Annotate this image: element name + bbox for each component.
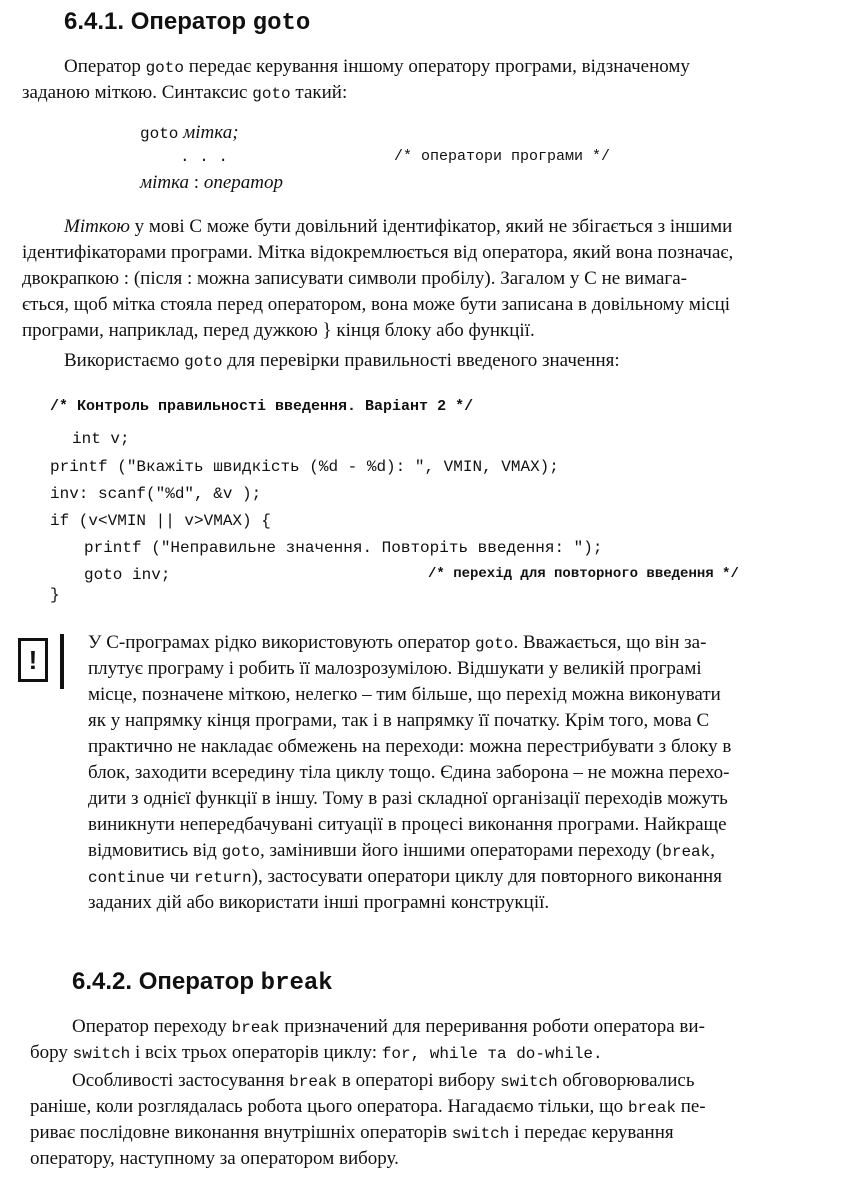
note-line-5: практично не накладає обмежень на переходи: можна перестрибувати з блоку в (88, 736, 732, 757)
syntax-line-2-dots: . . . (180, 148, 229, 166)
note-line-4: як у напрямку кінця програми, так і в напрямку її початку. Крім того, мова С (88, 710, 710, 731)
code-line-printf: printf ("Вкажіть швидкість (%d - %d): ", VMIN, VMAX); (50, 458, 559, 476)
note-marker-bar (60, 634, 64, 689)
code-line-goto-comment: /* перехід для повторного введення */ (428, 566, 739, 582)
paragraph-break-switch-line3: риває послідовне виконання внутрішніх операторів switch і передає керування (30, 1122, 674, 1143)
paragraph-break-switch-line4: оператору, наступному за оператором вибору. (30, 1148, 399, 1169)
paragraph-break-switch-line2: раніше, коли розглядалась робота цього оператора. Нагадаємо тільки, що break пе- (30, 1096, 706, 1117)
paragraph-label-line4: ється, щоб мітка стояла перед оператором, вона може бути записана в довільному місці (22, 294, 731, 315)
code-line-close-brace: } (50, 586, 60, 604)
note-line-11: заданих дій або використати інші програмні конструкції. (88, 892, 550, 913)
paragraph-break-line2: бору switch і всіх трьох операторів циклу: for, while та do-while. (30, 1042, 603, 1063)
code-line-if: if (v<VMIN || v>VMAX) { (50, 512, 271, 530)
exclamation-icon: ! (18, 638, 48, 682)
paragraph-label-line3: двокрапкою : (після : можна записувати символи пробілу). Загалом у С не вимага- (22, 268, 687, 289)
note-line-7: дити з однієї функції в іншу. Тому в разі складної організації переходів можуть (88, 788, 728, 809)
paragraph-usage-example: Використаємо goto для перевірки правильності введеного значення: (64, 350, 620, 371)
note-line-2: плутує програму і робить її малозрозумілою. Відшукати у великій програмі (88, 658, 702, 679)
code-line-printf-error: printf ("Неправильне значення. Повторіть введення: "); (84, 539, 603, 557)
code-line-comment: /* Контроль правильності введення. Варіант 2 */ (50, 398, 474, 415)
note-line-3: місце, позначене міткою, нелегко – тим більше, що перехід можна виконувати (88, 684, 721, 705)
paragraph-label-line1: Міткою у мові С може бути довільний ідентифікатор, який не збігається з іншими (64, 216, 733, 237)
note-line-6: блок, заходити всередину тіла циклу тощо. Єдина заборона – не можна перехо- (88, 762, 730, 783)
paragraph-goto-intro-line2: заданою міткою. Синтаксис goto такий: (22, 82, 348, 103)
paragraph-goto-intro-line1: Оператор goto передає керування іншому оператору програми, відзначеному (64, 56, 690, 77)
note-line-10: continue чи return), застосувати оператори циклу для повторного виконання (88, 866, 722, 887)
paragraph-break-switch-line1: Особливості застосування break в операторі вибору switch обговорювались (72, 1070, 695, 1091)
note-line-8: виникнути непередбачувані ситуації в процесі виконання програми. Найкраще (88, 814, 727, 835)
paragraph-label-line5: програми, наприклад, перед дужкою } кінця блоку або функції. (22, 320, 535, 341)
section-heading-break: 6.4.2. Оператор break (72, 968, 333, 997)
section-heading-goto: 6.4.1. Оператор goto (64, 8, 311, 37)
code-line-decl: int v; (72, 430, 130, 448)
syntax-line-1: goto мітка; (140, 122, 239, 143)
paragraph-break-line1: Оператор переходу break призначений для переривання роботи оператора ви- (72, 1016, 705, 1037)
code-line-scanf: inv: scanf("%d", &v ); (50, 485, 262, 503)
syntax-line-2-comment: /* оператори програми */ (394, 148, 611, 165)
code-line-goto: goto inv; (84, 566, 171, 584)
note-line-1: У С-програмах рідко використовують оператор goto. Вважається, що він за- (88, 632, 707, 653)
note-line-9: відмовитись від goto, замінивши його іншими операторами переходу (break, (88, 840, 715, 861)
syntax-line-3: мітка : оператор (140, 172, 283, 193)
paragraph-label-line2: ідентифікаторами програми. Мітка відокремлюється від оператора, який вона позначає, (22, 242, 734, 263)
